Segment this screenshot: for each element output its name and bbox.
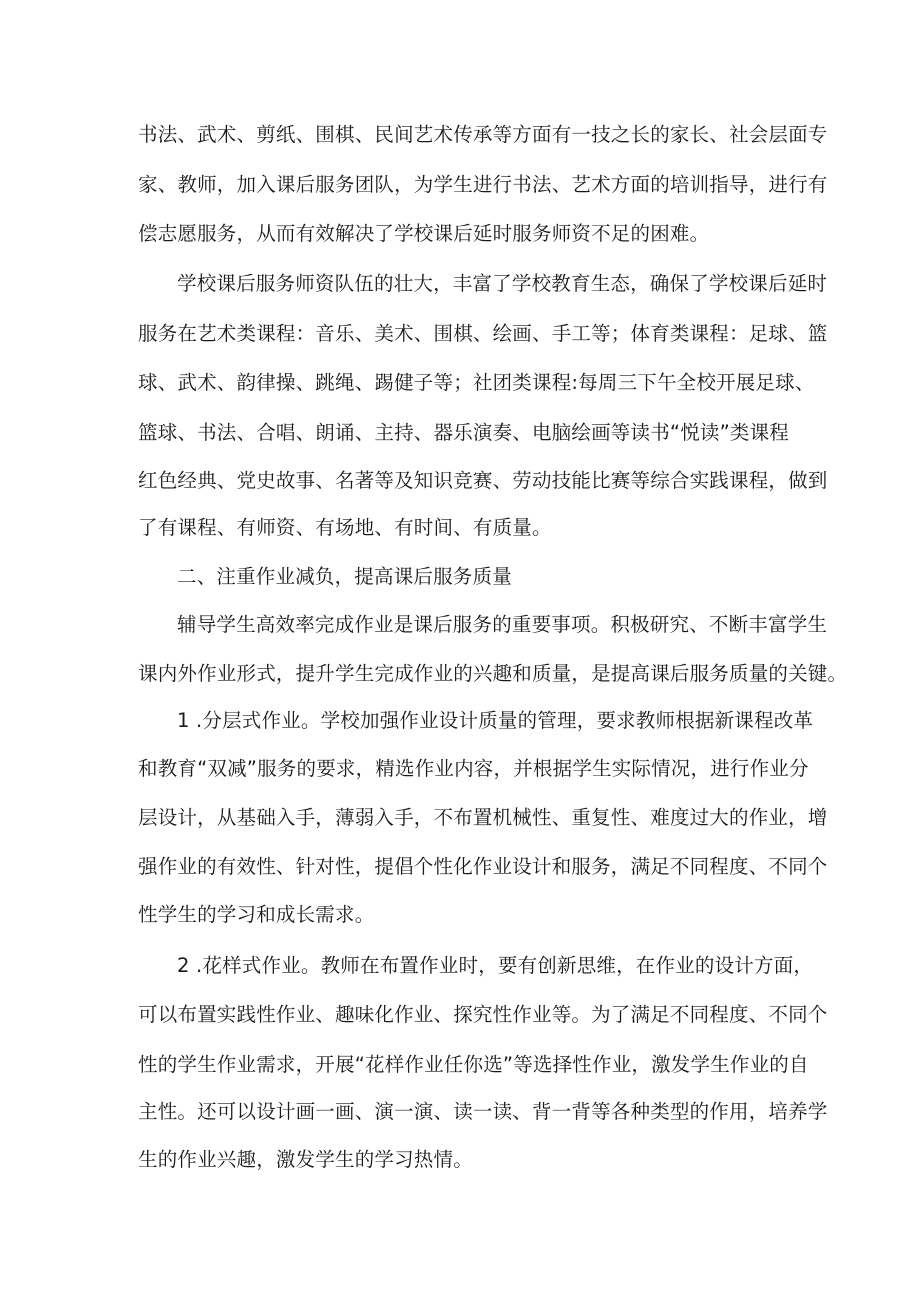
text-line: 课内外作业形式，提升学生完成作业的兴趣和质量，是提高课后服务质量的关键。	[138, 662, 848, 685]
text-line: 1 .分层式作业。学校加强作业设计质量的管理，要求教师根据新课程改革	[177, 709, 814, 732]
text-line: 辅导学生高效率完成作业是课后服务的重要事项。积极研究、不断丰富学生	[177, 613, 828, 636]
text-line: 偿志愿服务，从而有效解决了学校课后延时服务师资不足的困难。	[138, 222, 710, 245]
text-line: 红色经典、党史故事、名著等及知识竞赛、劳动技能比赛等综合实践课程，做到	[138, 469, 828, 492]
text-line: 服务在艺术类课程：音乐、美术、围棋、绘画、手工等；体育类课程：足球、篮	[138, 322, 828, 345]
text-line: 强作业的有效性、针对性，提倡个性化作业设计和服务，满足不同程度、不同个	[138, 855, 828, 878]
text-line: 家、教师，加入课后服务团队，为学生进行书法、艺术方面的培训指导，进行有	[138, 173, 828, 196]
text-line: 了有课程、有师资、有场地、有时间、有质量。	[138, 516, 552, 539]
text-line: 球、武术、韵律操、跳绳、踢健子等；社团类课程:每周三下午全校开展足球、	[138, 371, 815, 394]
text-line: 学校课后服务师资队伍的壮大，丰富了学校教育生态，确保了学校课后延时	[177, 272, 828, 295]
text-line: 性学生的学习和成长需求。	[138, 903, 375, 926]
text-line: 篮球、书法、合唱、朗诵、主持、器乐演奏、电脑绘画等读书“悦读”类课程	[138, 421, 790, 444]
text-line: 可以布置实践性作业、趣味化作业、探究性作业等。为了满足不同程度、不同个	[138, 1003, 828, 1026]
text-line: 层设计，从基础入手，薄弱入手，不布置机械性、重复性、难度过大的作业，增	[138, 806, 828, 829]
text-line: 2 .花样式作业。教师在布置作业时，要有创新思维，在作业的设计方面，	[177, 954, 814, 977]
section-heading: 二、注重作业减负，提高课后服务质量	[177, 565, 512, 588]
text-line: 和教育“双减”服务的要求，精选作业内容，并根据学生实际情况，进行作业分	[138, 757, 809, 780]
text-line: 生的作业兴趣，激发学生的学习热情。	[138, 1148, 473, 1171]
text-line: 主性。还可以设计画一画、演一演、读一读、背一背等各种类型的作用，培养学	[138, 1100, 828, 1123]
text-line: 性的学生作业需求，开展“花样作业任你选”等选择性作业，激发学生作业的自	[138, 1053, 809, 1076]
text-line: 书法、武术、剪纸、围棋、民间艺术传承等方面有一技之长的家长、社会层面专	[138, 123, 828, 146]
